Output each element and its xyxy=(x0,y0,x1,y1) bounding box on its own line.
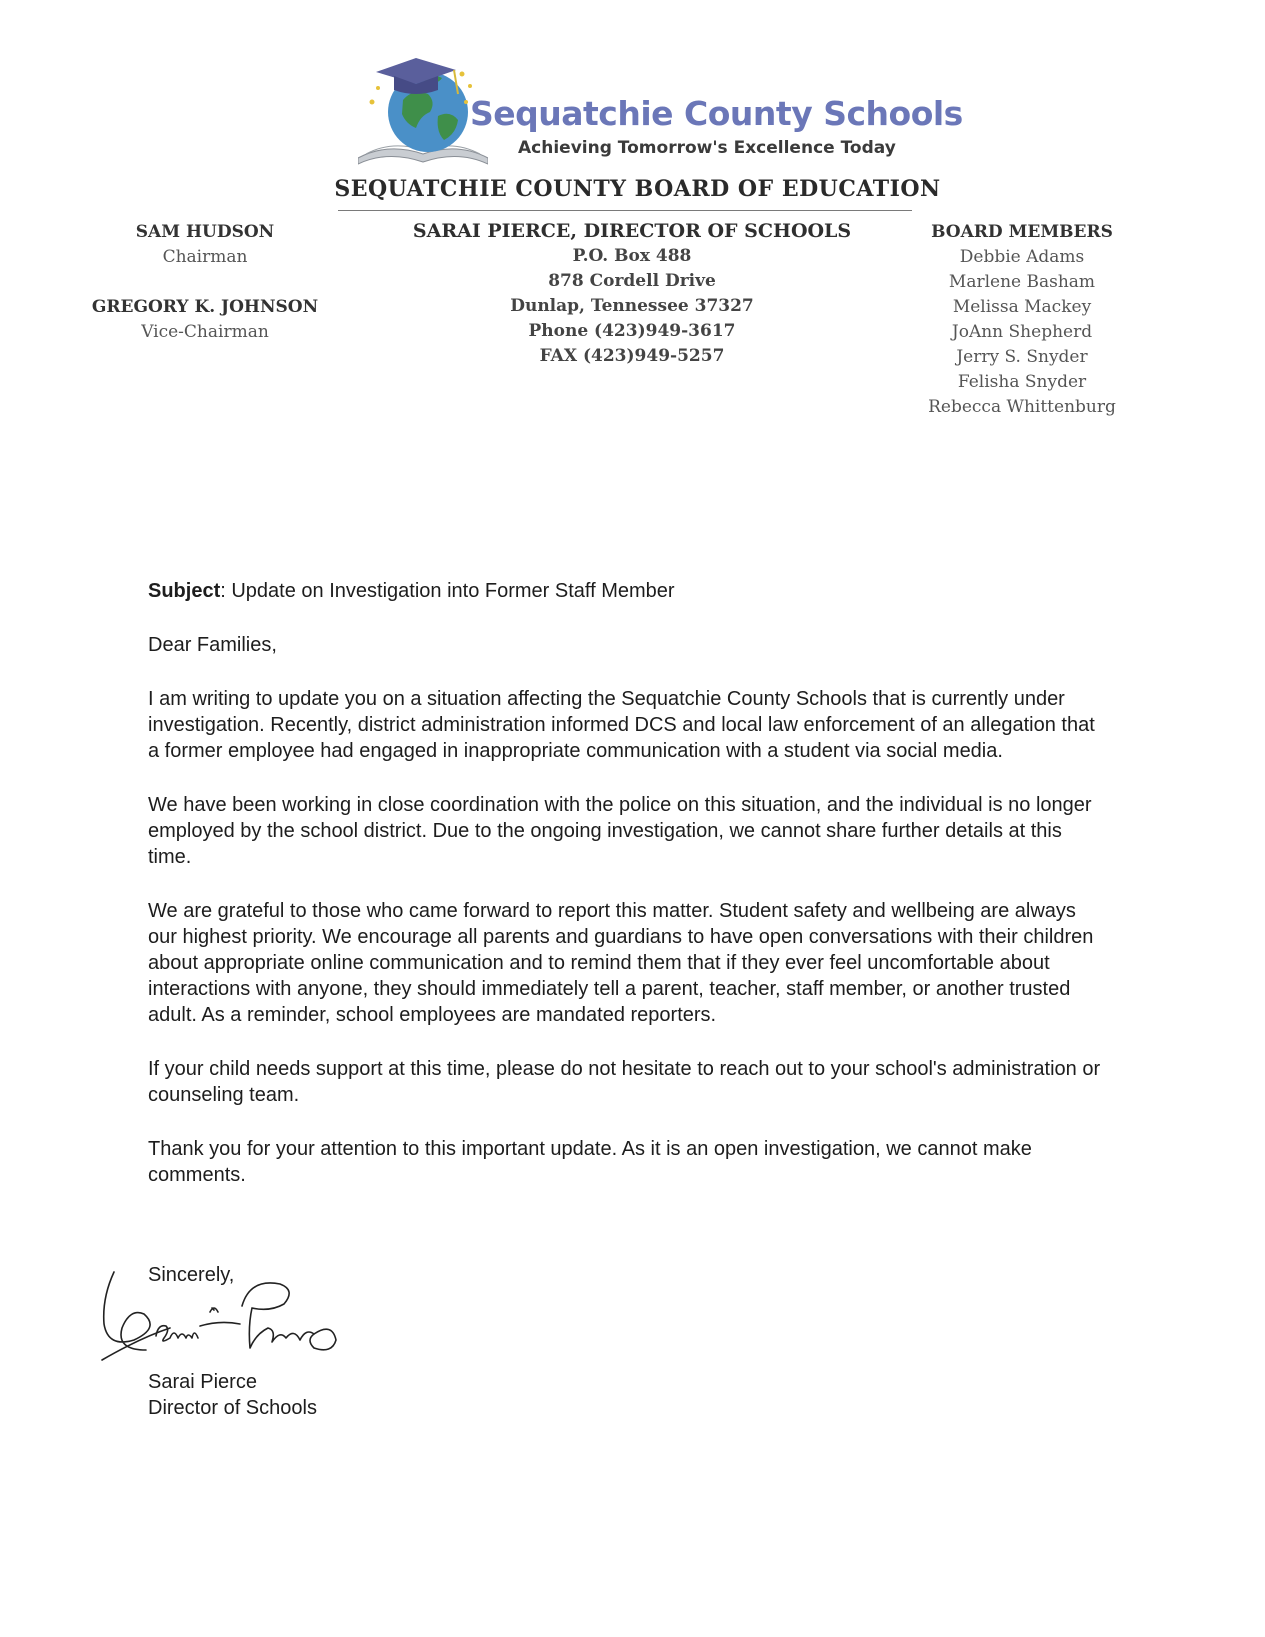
board-member: Marlene Basham xyxy=(948,272,1096,292)
address-po-box: P.O. Box 488 xyxy=(572,246,692,266)
closing: Sincerely, xyxy=(148,1264,235,1286)
officers-column xyxy=(70,220,340,345)
school-logo xyxy=(358,50,963,170)
subject-text: : Update on Investigation into Former Staff Member xyxy=(220,580,675,602)
board-member: JoAnn Shepherd xyxy=(951,322,1093,342)
fax-number: FAX (423)949-5257 xyxy=(539,346,725,366)
address-street: 878 Cordell Drive xyxy=(548,271,716,291)
signer-title: Director of Schools xyxy=(148,1397,317,1419)
salutation: Dear Families, xyxy=(148,634,277,656)
handwritten-signature xyxy=(100,1268,350,1380)
chairman-name: SAM HUDSON xyxy=(135,222,275,242)
paragraph: We have been working in close coordination with the police on this situation, and the individual is no longer employed by the school district. Due to the ongoing investigation, we cannot share further details at this time. xyxy=(148,794,1092,868)
subject-label: Subject xyxy=(148,580,221,602)
board-member: Felisha Snyder xyxy=(957,372,1087,392)
phone-number: Phone (423)949-3617 xyxy=(528,321,736,341)
chairman-role: Chairman xyxy=(162,247,248,267)
board-members-heading: BOARD MEMBERS xyxy=(931,222,1113,242)
address-city: Dunlap, Tennessee 37327 xyxy=(510,296,754,316)
logo-tagline: Achieving Tomorrow's Excellence Today xyxy=(518,138,896,158)
board-member: Jerry S. Snyder xyxy=(956,347,1088,367)
board-member: Melissa Mackey xyxy=(952,297,1092,317)
board-member: Debbie Adams xyxy=(959,247,1085,267)
vice-chairman-name: GREGORY K. JOHNSON xyxy=(91,297,319,317)
vice-chairman-role: Vice-Chairman xyxy=(141,322,269,342)
logo-title: Sequatchie County Schools xyxy=(470,94,963,133)
signer-name: Sarai Pierce xyxy=(148,1371,257,1393)
paragraph: We are grateful to those who came forward to report this matter. Student safety and wellbeing are always our highest priority. We encourage all parents and guardians to have open conversations with their children about appropriate online communication and to remind them that if they ever feel uncomfortable about interactions with anyone, they should immediately tell a parent, teacher, staff member, or another trusted adult. As a reminder, school employees are mandated reporters. xyxy=(148,900,1094,1026)
paragraph: I am writing to update you on a situation affecting the Sequatchie County Schools that is currently under investigation. Recently, district administration informed DCS and local law enforcement of an allegation that a former employee had engaged in inappropriate communication with a student via social media. xyxy=(148,688,1095,762)
director-column xyxy=(412,218,852,369)
globe-book-cap-icon xyxy=(358,50,488,170)
board-title: SEQUATCHIE COUNTY BOARD OF EDUCATION xyxy=(334,176,941,202)
board-member: Rebecca Whittenburg xyxy=(928,397,1116,417)
paragraph: Thank you for your attention to this important update. As it is an open investigation, we cannot make comments. xyxy=(148,1138,1032,1186)
paragraph: If your child needs support at this time, please do not hesitate to reach out to your school's administration or counseling team. xyxy=(148,1058,1101,1106)
subject-line xyxy=(148,578,1108,604)
header-divider xyxy=(338,210,912,211)
board-members-column xyxy=(912,220,1132,420)
signer-block xyxy=(148,1369,317,1421)
director-heading: SARAI PIERCE, DIRECTOR OF SCHOOLS xyxy=(412,220,852,242)
letter-body xyxy=(148,578,1108,1216)
